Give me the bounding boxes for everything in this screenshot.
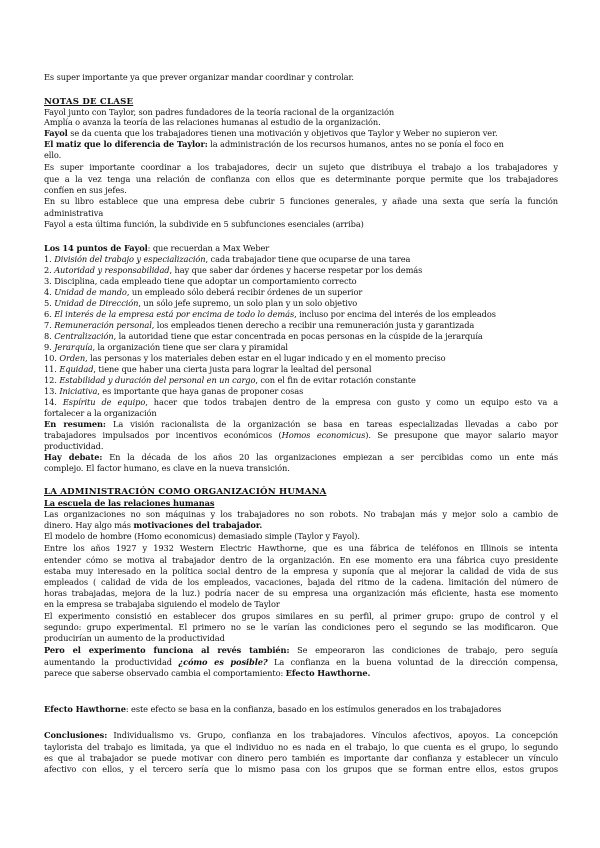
paragraph-continued: afectivo con ellos, y el tercero sería que lo mismo pasa con los grupos que se forman entre ellos, estos grupos: [44, 764, 558, 774]
paragraph-continued: entender cómo se motiva al trabajador dentro de la organización. En ese momento era una fábrica cuyo presidente: [44, 555, 558, 565]
paragraph: Efecto Hawthorne: este efecto se basa en la confianza, basado en los estímulos generados en los trabajadores: [44, 704, 502, 714]
list-item: 13. Iniciativa, es importante que haya ganas de proponer cosas: [44, 386, 304, 396]
paragraph: Fayol junto con Taylor, son padres fundadores de la teoría racional de la organización: [44, 107, 395, 117]
paragraph: Entre los años 1927 y 1932 Western Electric Hawthorne, que es una fábrica de teléfonos en Illinois se intenta: [44, 543, 558, 553]
list-item-continued: fortalecer a la organización: [44, 408, 157, 418]
paragraph-continued: parece que saberse observado cambia el comportamiento: Efecto Hawthorne.: [44, 668, 371, 678]
paragraph-continued: complejo. El factor humano, es clave en la nueva transición.: [44, 463, 290, 473]
paragraph-continued: taylorista del trabajo es limitada, ya que el individuo no es nada en el trabajo, lo que cuenta es el grupo, lo segundo: [44, 742, 558, 752]
paragraph-continued: en la empresa se trabajaba siguiendo el modelo de Taylor: [44, 599, 280, 609]
paragraph: Es super importante coordinar a los trabajadores, decir un sujeto que distribuya el trabajo a los trabajadores y: [44, 162, 558, 172]
list-item: 14. Espíritu de equipo, hacer que todos trabajen dentro de la empresa con gusto y como un equipo esto va a: [44, 397, 559, 407]
list-item: 8. Centralización, la autoridad tiene que estar concentrada en pocas personas en la cúspide de la jerarquía: [44, 331, 483, 341]
paragraph: Fayol se da cuenta que los trabajadores tienen una motivación y objetivos que Taylor y Weber no supieron ver.: [44, 128, 498, 138]
paragraph-continued: empleados ( calidad de vida de los empleados, vacaciones, bajada del ritmo de la cadena. limitación del número de: [44, 577, 558, 587]
list-item: 12. Estabilidad y duración del personal en un cargo, con el fin de evitar rotación constante: [44, 375, 416, 385]
list-item: 10. Orden, las personas y los materiales deben estar en el lugar indicado y en el momento preciso: [44, 353, 446, 363]
paragraph-continued: segundo: grupo experimental. El primero no se le varían las condiciones pero el segundo se las modificaron. Que: [44, 622, 558, 632]
paragraph: En resumen: La visión racionalista de la organización se basa en tareas especializadas llevadas a cabo por: [44, 419, 559, 429]
paragraph: Amplía o avanza la teoría de las relaciones humanas al estudio de la organización.: [44, 117, 381, 127]
list-item: 3. Disciplina, cada empleado tiene que adoptar un comportamiento correcto: [44, 276, 357, 286]
paragraph-continued: productividad.: [44, 441, 104, 451]
section-heading-humana: LA ADMINISTRACIÓN COMO ORGANIZACIÓN HUMANA: [44, 487, 327, 497]
paragraph: El experimento consistió en establecer dos grupos similares en su perfil, al primer grupo: grupo de control y el: [44, 611, 558, 621]
list-item: 5. Unidad de Dirección, un sólo jefe supremo, un solo plan y un solo objetivo: [44, 298, 358, 308]
section-heading-notas: NOTAS DE CLASE: [44, 97, 134, 107]
list-item: 6. El interés de la empresa está por encima de todo lo demás, incluso por encima del interés de los empleados: [44, 309, 496, 319]
intro-line: Es super importante ya que prever organizar mandar coordinar y controlar.: [44, 72, 354, 82]
paragraph-continued: administrativa: [44, 208, 104, 218]
subheading: La escuela de las relaciones humanas: [44, 498, 215, 508]
paragraph-continued: aumentando la productividad ¿cómo es posible? La confianza en la buena voluntad de la dirección compensa,: [44, 657, 558, 667]
list-item: 9. Jerarquía, la organización tiene que ser clara y piramidal: [44, 342, 288, 352]
paragraph: El modelo de hombre (Homo economicus) demasiado simple (Taylor y Fayol).: [44, 531, 360, 541]
paragraph-continued: horas trabajadas, mejora de la luz.) podría nacer de su empresa una organización más eficiente, hasta ese momento: [44, 588, 558, 598]
paragraph: En su libro establece que una empresa debe cubrir 5 funciones generales, y añade una sexta que sería la función: [44, 196, 558, 206]
paragraph: Hay debate: En la década de los años 20 las organizaciones empiezan a ser percibidas como un ente más: [44, 452, 558, 462]
paragraph-continued: dinero. Hay algo más motivaciones del trabajador.: [44, 520, 263, 530]
paragraph: El matiz que lo diferencia de Taylor: la administración de los recursos humanos, antes no se ponía el foco en: [44, 139, 504, 149]
paragraph: Conclusiones: Individualismo vs. Grupo, confianza en los trabajadores. Vínculos afectivos, apoyos. La concepción: [44, 730, 558, 740]
paragraph: Fayol a esta última función, la subdivide en 5 subfunciones esenciales (arriba): [44, 219, 364, 229]
paragraph-continued: que a la vez tenga una relación de confianza con ellos que es determinante porque permite que los trabajadores: [44, 174, 558, 184]
paragraph-continued: es que al trabajador se puede motivar con dinero pero también es importante dar confianza y establecer un vínculo: [44, 753, 558, 763]
paragraph-continued: trabajadores impulsados por incentivos económicos (Homos economicus). Se presupone que mayor salario mayor: [44, 430, 559, 440]
list-item: 2. Autoridad y responsabilidad, hay que saber dar órdenes y hacerse respetar por los demás: [44, 265, 423, 275]
list-item: 1. División del trabajo y especialización, cada trabajador tiene que ocuparse de una tarea: [44, 254, 411, 264]
list-item: 7. Remuneración personal, los empleados tienen derecho a recibir una remuneración justa y garantizada: [44, 320, 475, 330]
paragraph: Las organizaciones no son máquinas y los trabajadores no son robots. No trabajan más y mejor solo a cambio de: [44, 509, 558, 519]
paragraph: Pero el experimento funciona al revés también: Se empeoraron las condiciones de trabajo, pero seguía: [44, 645, 558, 655]
paragraph-continued: ello.: [44, 150, 62, 160]
list-item: 11. Equidad, tiene que haber una cierta justa para lograr la lealtad del personal: [44, 364, 372, 374]
list-heading: Los 14 puntos de Fayol: que recuerdan a Max Weber: [44, 243, 270, 253]
paragraph-continued: confíen en sus jefes.: [44, 185, 127, 195]
list-item: 4. Unidad de mando, un empleado sólo deberá recibir órdenes de un superior: [44, 287, 363, 297]
paragraph-continued: estaba muy interesado en la política social dentro de la empresa y suponía que al mejorar la calidad de vida de sus: [44, 566, 558, 576]
paragraph-continued: producirían un aumento de la productividad: [44, 633, 225, 643]
